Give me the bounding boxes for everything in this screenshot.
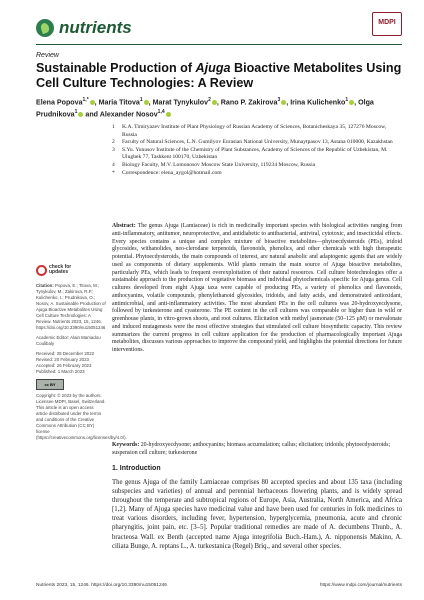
author-affiliation-marker: 1 <box>74 109 78 116</box>
page-footer <box>36 583 402 588</box>
citation-text: Popova, E.; Titova, M.; Tynykulov, M.; Zakirova, R.P.; Kulichenko, I.; Prudnikova, O.; Nosov, A. Sustainable Production of Ajuga Bioactive Metabolites Using Cell Culture Technologies: A Review. Nutrients 2023, 15, 1246. https://doi.org/10.3390/nu15051246 <box>36 283 106 330</box>
published-date: Published: 1 March 2023 <box>36 369 85 374</box>
affiliation-number: * <box>112 169 115 176</box>
author-name[interactable]: Rano P. Zakirova <box>220 98 278 107</box>
footer-citation[interactable]: Nutrients 2023, 15, 1246. https://doi.org/10.3390/nu15051246 <box>36 583 167 588</box>
journal-header <box>36 18 132 38</box>
article-info-sidebar <box>36 283 127 445</box>
author-name[interactable]: Irina Kulichenko <box>290 98 346 107</box>
header-rule <box>36 44 402 45</box>
affiliation-number: 2 <box>112 139 115 146</box>
title-part-1: Sustainable Production of <box>36 61 196 75</box>
journal-name: nutrients <box>59 18 132 37</box>
orcid-icon[interactable] <box>78 112 83 117</box>
dates-block <box>36 351 106 375</box>
author-name[interactable]: Maria Titova <box>98 98 140 107</box>
academic-editor: Academic Editor: Alain Mamadou Coulibaly <box>36 335 101 346</box>
affiliation-number: 3 <box>112 146 115 153</box>
author-name[interactable]: Alexander Nosov <box>99 110 158 119</box>
author-affiliation-marker: 3 <box>277 97 281 103</box>
author-name[interactable]: Marat Tynykulov <box>152 98 209 107</box>
copyright-text: Copyright: © 2023 by the authors. Licensee MDPI, Basel, Switzerland. This article is an open access article distributed under the terms and conditions of the Creative Commons Attribution (CC BY) license (https://creativecommons.org/licenses/by/4.0/). <box>36 393 127 440</box>
orcid-icon[interactable] <box>90 100 95 105</box>
accepted-date: Accepted: 26 February 2023 <box>36 363 92 368</box>
author-name[interactable]: Olga Prudnikova <box>36 98 374 119</box>
affiliation-list <box>112 124 402 177</box>
affiliation-number: 1 <box>112 124 115 130</box>
title-genus: Ajuga <box>195 61 231 75</box>
check-updates-label: check for updates <box>49 263 72 275</box>
introduction-paragraph: The genus Ajuga of the family Lamiaceae comprises 80 accepted species and about 135 taxa (including subspecies and varieties) of annual and perennial herbaceous flowering plants, and is widely spread throughout the temperate and subtropical regions of Europe, Asia, Australia, North America, and Africa [1,2]. Many of Ajuga species have medicinal value and have been used for centuries in folk medicines to treat various disorders, including fever, hypertension, hyperglycemia, pneumonia, acute and chronic pharyngitis, joint pain, etc. [3–5]. Popular traditional remedies are made of A. decumbens Thunb., A. bracteosa Wall. ex Benth (accepted name Ajuga integrifolia Buch.-Ham.), A. nipponensis Makino, A. ciliata Bunge, A. reptans L., A. turkestanica (Regel) Briq., and several other species. <box>112 479 402 550</box>
orcid-icon[interactable] <box>281 100 286 105</box>
title-part-2: Bioactive Metabolites Using Cell Culture Technologies: A Review <box>36 61 402 90</box>
affiliation-number: 4 <box>112 161 115 168</box>
citation-label: Citation: <box>36 283 54 288</box>
keywords-label: Keywords: <box>112 442 140 448</box>
abstract-label: Abstract: <box>112 223 136 229</box>
affiliation-text: K.A. Timiryazev Institute of Plant Physiology of Russian Academy of Sciences, Botanicheskaya 35, 127276 Moscow, Russia <box>122 124 387 138</box>
revised-date: Revised: 20 February 2023 <box>36 357 89 362</box>
affiliation-text: Biology Faculty, M.V. Lomonosov Moscow State University, 119234 Moscow, Russia <box>122 161 316 168</box>
author-affiliation-marker: 1,4 <box>157 109 165 116</box>
author-affiliation-marker: 2 <box>208 97 211 103</box>
affiliation-item <box>112 124 402 139</box>
orcid-icon[interactable] <box>349 100 354 105</box>
citation-block <box>36 283 106 331</box>
article-title <box>36 61 402 90</box>
affiliation-text: Correspondence: elena_aygol@hotmail.com <box>122 169 222 176</box>
check-updates-icon <box>36 265 47 276</box>
keywords <box>112 442 402 458</box>
author-affiliation-marker: 1,* <box>82 97 89 103</box>
abstract-text: The genus Ajuga (Lamiaceae) is rich in medicinally important species with biological activities ranging from anti-inflammatory, antitumor, neuroprotective, and antidiabetic to antibacterial, antiviral, cytotoxic, and insecticidal effects. Every species contains a unique and complex mixture of bioactive metabolites—phytoecdysteroids (PEs), iridoid glycosides, withanolides, neo-clerodane terpenoids, flavonoids, phenolics, and other chemicals with high therapeutic potential. Phytoecdysteroids, the main compounds of interest, are natural anabolic and adaptogenic agents that are widely used as components of dietary supplements. Wild plants remain the main source of Ajuga bioactive metabolites, particularly PEs, which leads to frequent overexploitation of their natural resources. Cell culture biotechnologies offer a sustainable approach to the production of vegetative biomass and individual phytochemicals specific for Ajuga genus. Cell cultures developed from eight Ajuga taxa were capable of producing PEs, a variety of phenolics and flavonoids, anthocyanins, volatile compounds, phenylethanoid glycosides, iridoids, and fatty acids, and demonstrated antioxidant, antimicrobial, and anti-inflammatory activities. The most abundant PEs in the cell cultures was 20-hydroxyecdysone, followed by turkesterone and cyasterone. The PE content in the cell cultures was comparable or higher than in wild or greenhouse plants, in vitro-grown shoots, and root cultures. Elicitation with methyl jasmonate (50–125 μM) or mevalonate and induced mutagenesis were the most effective strategies that stimulated cell culture biosynthetic capacity. This review summarizes the current progress in cell culture application for the production of pharmacologically important Ajuga metabolites, discusses various approaches to improve the compound yield, and highlights the potential directions for future interventions. <box>112 223 402 353</box>
article-type: Review <box>36 52 59 59</box>
orcid-icon[interactable] <box>144 100 149 105</box>
affiliation-text: S.Yu. Yunusov Institute of the Chemistry of Plant Substances, Academy of Sciences of the Republic of Uzbekistan, M. Ulugbek 77, Tashkent 100170, Uzbekistan <box>122 146 388 161</box>
received-date: Received: 25 December 2022 <box>36 351 95 356</box>
affiliation-item <box>112 139 402 147</box>
cc-by-license-badge[interactable] <box>36 379 64 390</box>
check-for-updates-button[interactable] <box>36 263 76 277</box>
section-heading: 1. Introduction <box>112 465 161 472</box>
author-affiliation-marker: 1 <box>345 97 349 103</box>
author-list: Elena Popova$^{1,*}$ , Maria Titova$^1$ , Marat Tynykulov$^2$ , Rano P. Zakirova$^3$ , Irina Kulichenko$^1$ , Olga Prudnikova$^1$ and Alexander Nosov$^{1,4}$ <box>36 97 374 119</box>
author-affiliation-marker: 1 <box>139 97 143 103</box>
affiliation-item <box>112 147 402 162</box>
journal-leaf-icon <box>36 19 54 37</box>
affiliation-item <box>112 162 402 170</box>
affiliation-text: Faculty of Natural Sciences, L.N. Gumilyov Eurasian National University, Munaytpasov 13, Astana 010000, Kazakhstan <box>122 139 393 146</box>
cc-badge-label: cc BY <box>44 381 56 387</box>
publisher-logo <box>372 12 402 36</box>
orcid-icon[interactable] <box>166 112 171 117</box>
footer-journal-url[interactable]: https://www.mdpi.com/journal/nutrients <box>319 583 402 588</box>
orcid-icon[interactable] <box>212 100 217 105</box>
affiliation-item <box>112 170 402 178</box>
keywords-text: 20-hydroxyecdysone; anthocyanins; biomass accumulation; callus; elicitation; iridoids; phytoecdysteroids; suspension cell culture; turkesterone <box>112 442 391 456</box>
author-name[interactable]: Elena Popova <box>36 98 83 107</box>
abstract <box>112 223 402 355</box>
publisher-name: MDPI <box>378 19 396 26</box>
